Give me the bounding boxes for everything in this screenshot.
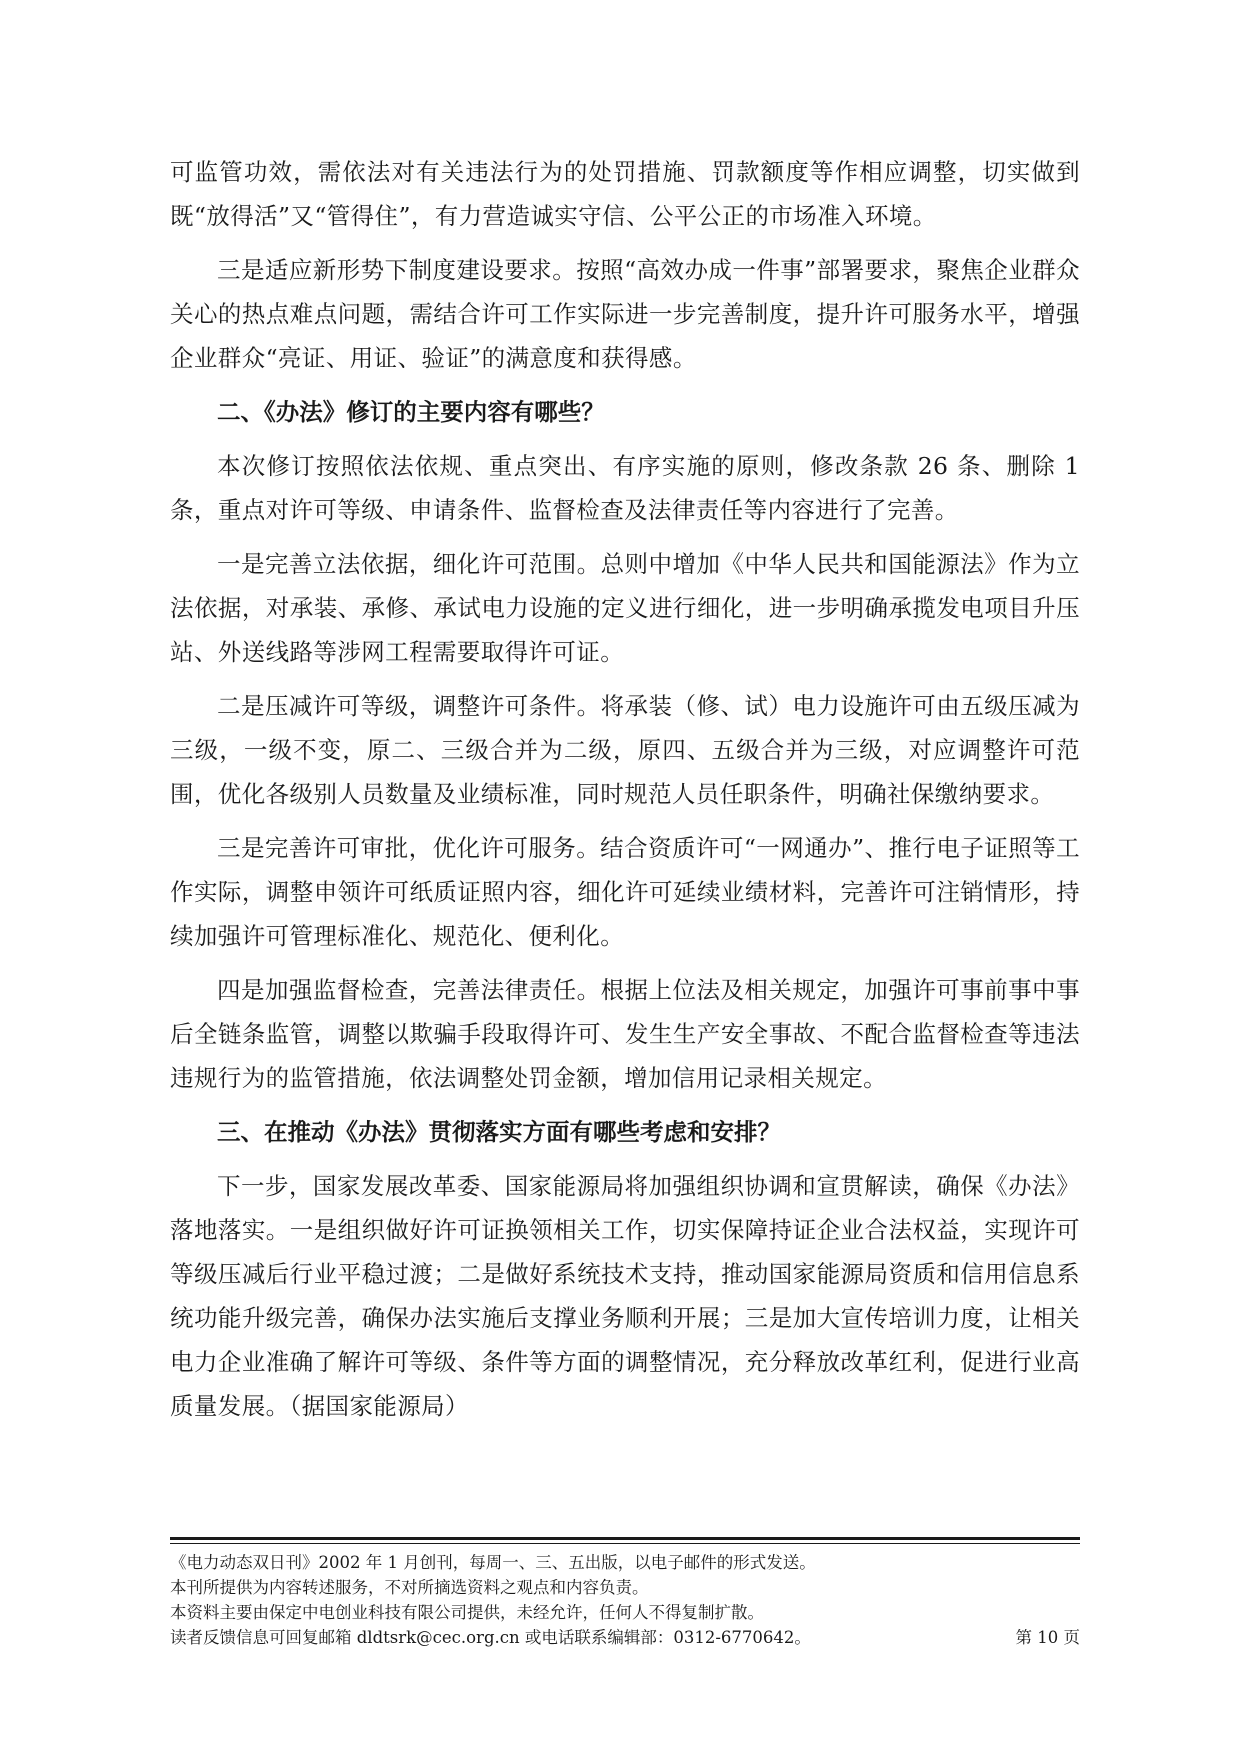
footer-copyright: 本资料主要由保定中电创业科技有限公司提供，未经允许，任何人不得复制扩散。 <box>170 1603 764 1622</box>
paragraph-revision-overview: 本次修订按照依法依规、重点突出、有序实施的原则，修改条款 26 条、删除 1 条，重点对许可等级、申请条件、监督检查及法律责任等内容进行了完善。 <box>170 452 1080 524</box>
paragraph-next-steps: 下一步，国家发展改革委、国家能源局将加强组织协调和宣贯解读，确保《办法》落地落实。一是组织做好许可证换领相关工作，切实保障持证企业合法权益，实现许可等级压减后行业平稳过渡；二是做好系统技术支持，推动国家能源局资质和信用信息系统功能升级完善，确保办法实施后支撑业务顺利开展；三是加大宣传培训力度，让相关电力企业准确了解许可等级、条件等方面的调整情况，充分释放改革红利，促进行业高质量发展。（据国家能源局） <box>170 1172 1080 1420</box>
section-heading-3: 三、在推动《办法》贯彻落实方面有哪些考虑和安排？ <box>217 1118 781 1146</box>
footer-contact: 读者反馈信息可回复邮箱 dldtsrk@cec.org.cn 或电话联系编辑部：0312-6770642。 <box>170 1628 811 1647</box>
page-number: 第 10 页 <box>1015 1628 1080 1647</box>
footer-divider-thick <box>170 1537 1080 1540</box>
page-footer <box>170 1550 1080 1650</box>
paragraph-system-requirements: 三是适应新形势下制度建设要求。按照“高效办成一件事”部署要求，聚焦企业群众关心的热点难点问题，需结合许可工作实际进一步完善制度，提升许可服务水平，增强企业群众“亮证、用证、验证”的满意度和获得感。 <box>170 256 1080 372</box>
footer-publication-info: 《电力动态双日刊》2002 年 1 月创刊，每周一、三、五出版，以电子邮件的形式发送。 <box>170 1553 816 1572</box>
footer-divider-thin <box>170 1543 1080 1544</box>
section-heading-2: 二、《办法》修订的主要内容有哪些？ <box>217 398 605 426</box>
article-body <box>170 150 1080 1438</box>
paragraph-continued: 可监管功效，需依法对有关违法行为的处罚措施、罚款额度等作相应调整，切实做到既“放得活”又“管得住”，有力营造诚实守信、公平公正的市场准入环境。 <box>170 158 1080 230</box>
paragraph-license-approval: 三是完善许可审批，优化许可服务。结合资质许可“一网通办”、推行电子证照等工作实际，调整申领许可纸质证照内容，细化许可延续业绩材料，完善许可注销情形，持续加强许可管理标准化、规范化、便利化。 <box>170 834 1080 950</box>
paragraph-legislative-basis: 一是完善立法依据，细化许可范围。总则中增加《中华人民共和国能源法》作为立法依据，对承装、承修、承试电力设施的定义进行细化，进一步明确承揽发电项目升压站、外送线路等涉网工程需要取得许可证。 <box>170 550 1080 666</box>
footer-disclaimer: 本刊所提供为内容转述服务，不对所摘选资料之观点和内容负责。 <box>170 1578 649 1597</box>
paragraph-supervision: 四是加强监督检查，完善法律责任。根据上位法及相关规定，加强许可事前事中事后全链条监管，调整以欺骗手段取得许可、发生生产安全事故、不配合监督检查等违法违规行为的监管措施，依法调整处罚金额，增加信用记录相关规定。 <box>170 976 1080 1092</box>
footer-contact-row <box>170 1625 1080 1650</box>
paragraph-license-levels: 二是压减许可等级，调整许可条件。将承装（修、试）电力设施许可由五级压减为三级，一级不变，原二、三级合并为二级，原四、五级合并为三级，对应调整许可范围，优化各级别人员数量及业绩标准，同时规范人员任职条件，明确社保缴纳要求。 <box>170 692 1080 808</box>
